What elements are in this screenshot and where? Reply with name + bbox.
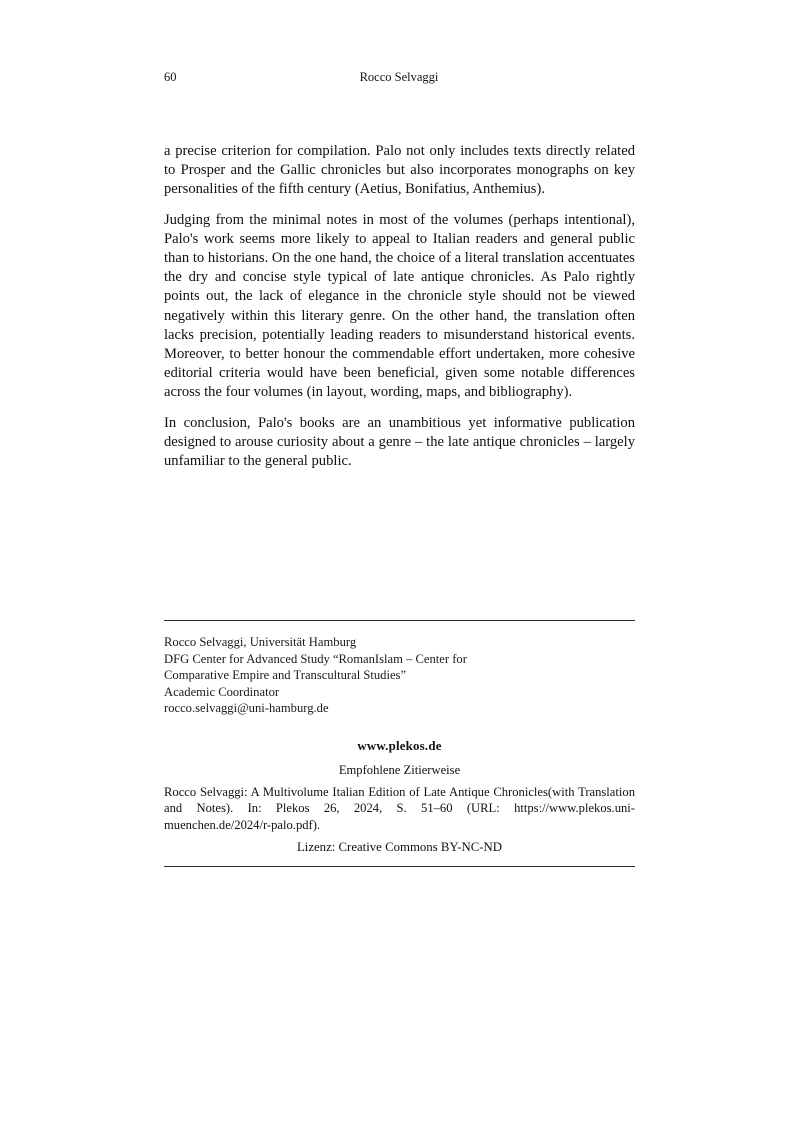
journal-website[interactable]: www.plekos.de — [357, 738, 442, 753]
affiliation-line-2: DFG Center for Advanced Study “RomanIslam – Center for — [164, 651, 467, 666]
divider-bottom — [164, 866, 635, 867]
footer-block — [164, 620, 635, 867]
paragraph-3: In conclusion, Palo's books are an unambitious yet informative publication designed to arouse curiosity about a genre – the late antique chronicles – largely unfamiliar to the general public. — [164, 414, 635, 470]
citation-heading: Empfohlene Zitierweise — [338, 762, 461, 777]
license-notice: Lizenz: Creative Commons BY-NC-ND — [296, 840, 503, 855]
paragraph-2: Judging from the minimal notes in most of the volumes (perhaps intentional), Palo's work seems more likely to appeal to Italian readers and general public than to historians. On the one hand, the choice of a literal translation accentuates the dry and concise style typical of late antique chronicles. As Palo rightly points out, the lack of elegance in the chronicle style should not be viewed negatively within this literary genre. On the other hand, the translation often lacks precision, potentially leading readers to misunderstand historical events. Moreover, to better honour the commendable effort undertaken, more cohesive editorial criteria would have been beneficial, given some notable differences across the four volumes (in layout, wording, maps, and bibliography). — [164, 211, 635, 401]
body-text — [164, 142, 635, 482]
page-number: 60 — [164, 70, 177, 84]
author-affiliation — [164, 634, 635, 717]
citation-text: Rocco Selvaggi: A Multivolume Italian Edition of Late Antique Chronicles(with Translation and Notes). In: Plekos 26, 2024, S. 51–60 (URL: https://www.plekos.uni-muenchen.de/2024/r-palo.pdf). — [164, 784, 635, 832]
running-title: Rocco Selvaggi — [359, 70, 439, 84]
affiliation-line-1: Rocco Selvaggi, Universität Hamburg — [164, 635, 357, 649]
affiliation-line-4: Academic Coordinator — [164, 684, 280, 699]
author-email[interactable]: rocco.selvaggi@uni-hamburg.de — [164, 701, 329, 716]
divider-top — [164, 620, 635, 621]
paragraph-1: a precise criterion for compilation. Palo not only includes texts directly related to Prosper and the Gallic chronicles but also incorporates monographs on key personalities of the fifth century (Aetius, Bonifatius, Anthemius). — [164, 143, 635, 198]
affiliation-line-3: Comparative Empire and Transcultural Studies” — [164, 668, 407, 683]
